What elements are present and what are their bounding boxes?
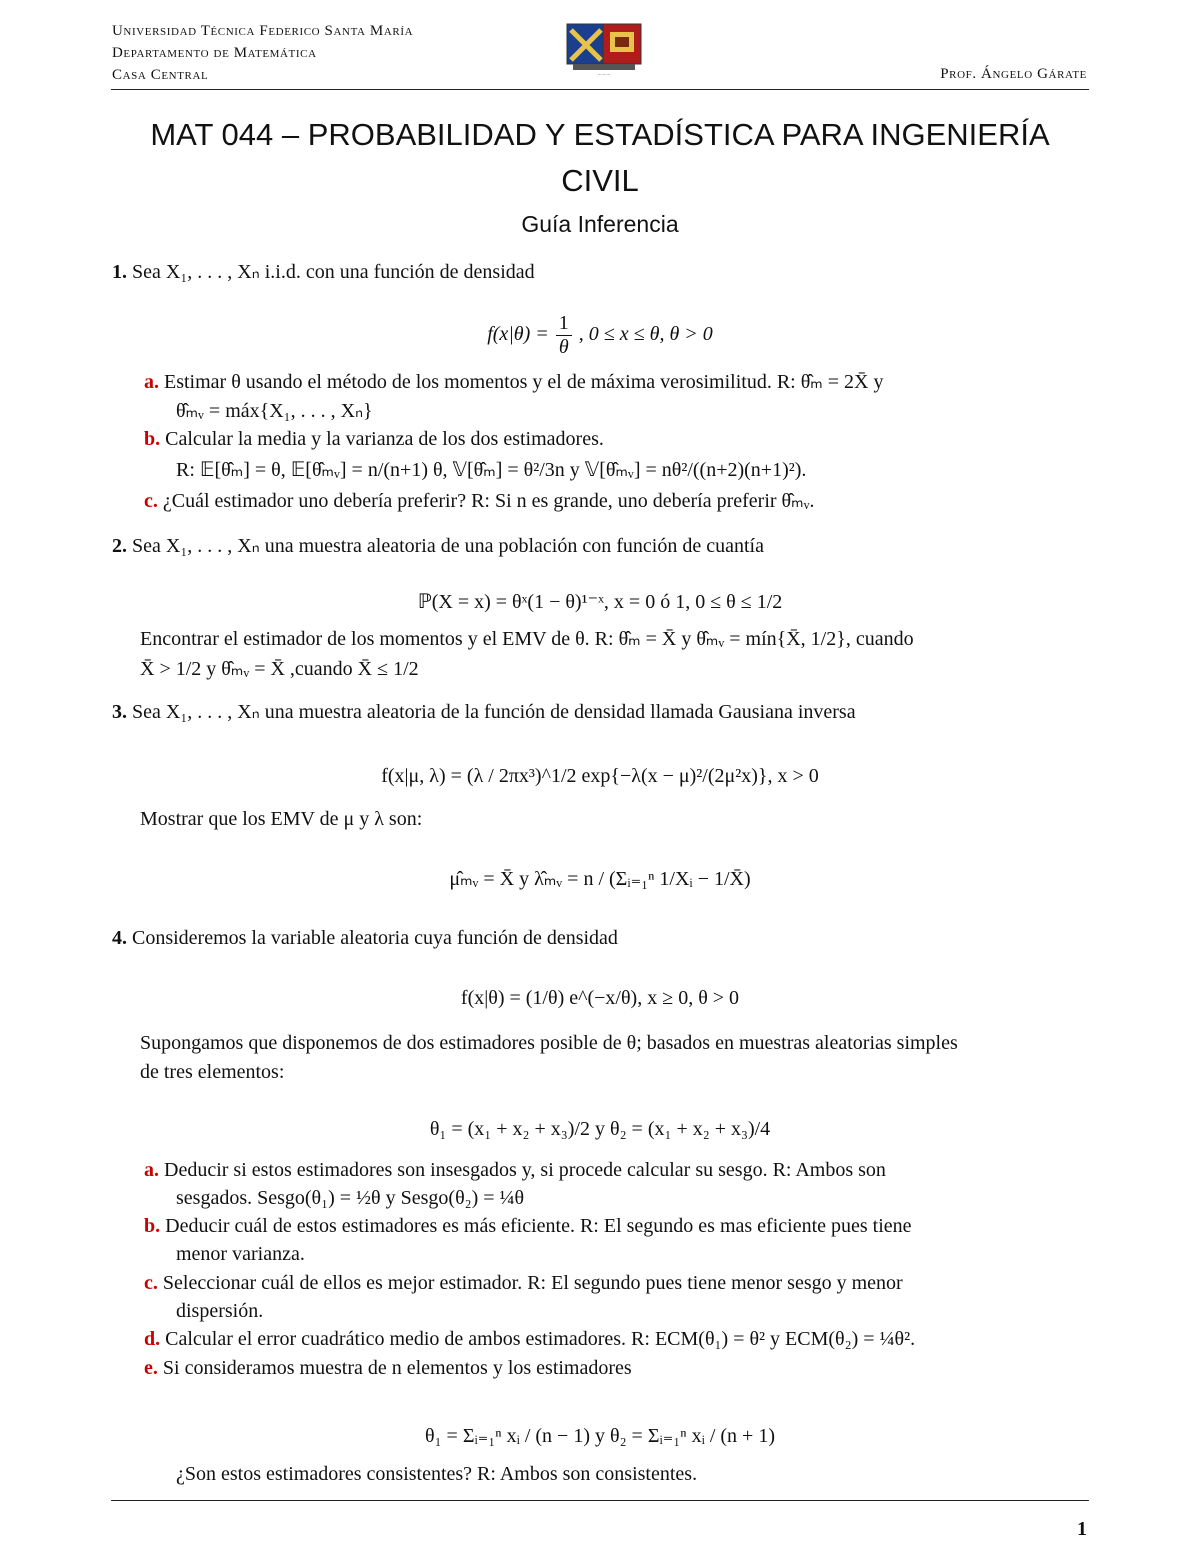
q4-formula-3: θ₁ = Σᵢ₌₁ⁿ xᵢ / (n − 1) y θ₂ = Σᵢ₌₁ⁿ xᵢ / (n + 1): [425, 1425, 775, 1447]
q1-number: 1.: [112, 261, 127, 283]
q4-text-2: de tres elementos:: [140, 1061, 285, 1083]
q4-item-e: [144, 1357, 632, 1380]
q1-item-b: [144, 428, 604, 451]
q3-intro-text: Sea X₁, . . . , Xₙ una muestra aleatoria de la función de densidad llamada Gausiana inversa: [132, 701, 856, 723]
q4-d-label: d.: [144, 1328, 161, 1350]
q1-fraction-den: θ: [556, 335, 572, 359]
q4-text-1: Supongamos que disponemos de dos estimadores posible de θ; basados en muestras aleatorias simples: [140, 1032, 958, 1054]
q4-formula: f(x|θ) = (1/θ) e^(−x/θ), x ≥ 0, θ > 0: [460, 987, 740, 1009]
q4-e-text: Si consideramos muestra de n elementos y los estimadores: [162, 1357, 632, 1379]
svg-text:··········: ··········: [597, 72, 611, 77]
campus-name: Casa Central: [112, 67, 209, 83]
q1-item-a: [144, 369, 883, 394]
title-line-1: MAT 044 – PROBABILIDAD Y ESTADÍSTICA PARA INGENIERÍA: [150, 117, 1050, 152]
q4-c-label: c.: [144, 1272, 158, 1294]
header-left: [112, 20, 413, 86]
q3-text: Mostrar que los EMV de μ y λ son:: [140, 808, 423, 830]
q4-c-text-2: dispersión.: [176, 1300, 264, 1322]
page-subtitle: Guía Inferencia: [521, 211, 679, 237]
q4-item-d: [144, 1328, 915, 1351]
q2-text-2: X̄ > 1/2 y θ̂ₘᵥ = X̄ ,cuando X̄ ≤ 1/2: [140, 658, 419, 680]
q1-a-text: Estimar θ usando el método de los momentos y el de máxima verosimilitud. R: θ̂ₘ = 2X̄ y: [164, 371, 884, 393]
q3-number: 3.: [112, 701, 127, 723]
q4-formula-2: θ₁ = (x₁ + x₂ + x₃)/2 y θ₂ = (x₁ + x₂ + x₃)/4: [429, 1118, 771, 1140]
q4-intro-text: Consideremos la variable aleatoria cuya función de densidad: [132, 927, 618, 949]
q1-intro: [112, 259, 535, 284]
department-name: Departamento de Matemática: [112, 45, 317, 61]
q4-e-label: e.: [144, 1357, 158, 1379]
title-line-2: CIVIL: [561, 163, 639, 198]
q4-intro: [112, 927, 618, 950]
professor-name: Prof. Ángelo Gárate: [940, 66, 1087, 82]
q1-formula: [111, 312, 1089, 359]
q1-fraction-num: 1: [558, 312, 569, 334]
q1-formula-fraction: [556, 312, 572, 359]
q1-b-text-2: R: 𝔼[θ̂ₘ] = θ, 𝔼[θ̂ₘᵥ] = n/(n+1) θ, 𝕍[θ̂ₘ] = θ²/3n y 𝕍[θ̂ₘᵥ] = nθ²/((n+2)(n+1)²).: [176, 459, 807, 481]
page-number: 1: [1077, 1518, 1087, 1540]
q4-a-text-2: sesgados. Sesgo(θ₁) = ½θ y Sesgo(θ₂) = ¼θ: [176, 1187, 525, 1209]
q4-number: 4.: [112, 927, 127, 949]
q2-text-1: Encontrar el estimador de los momentos y el EMV de θ. R: θ̂ₘ = X̄ y θ̂ₘᵥ = mín{X̄, 1/2}, cuando: [140, 628, 914, 650]
q4-b-label: b.: [144, 1215, 161, 1237]
q4-b-text-2: menor varianza.: [176, 1243, 305, 1265]
q3-intro: [112, 699, 856, 724]
q2-number: 2.: [112, 535, 127, 557]
q1-item-c: [144, 488, 814, 513]
q1-c-text: ¿Cuál estimador uno debería preferir? R: Si n es grande, uno debería preferir θ̂ₘᵥ.: [162, 490, 815, 512]
q1-a-label: a.: [144, 371, 159, 393]
q4-d-text: Calcular el error cuadrático medio de ambos estimadores. R: ECM(θ₁) = θ² y ECM(θ₂) = ¼θ².: [165, 1328, 916, 1350]
q4-c-text: Seleccionar cuál de ellos es mejor estimador. R: El segundo pues tiene menor sesgo y menor: [162, 1272, 903, 1294]
q4-item-a: [144, 1159, 886, 1182]
q1-intro-text: Sea X₁, . . . , Xₙ i.i.d. con una función de densidad: [132, 261, 535, 283]
header-rule: [111, 89, 1089, 90]
q1-b-text: Calcular la media y la varianza de los dos estimadores.: [165, 428, 604, 450]
q1-b-label: b.: [144, 428, 161, 450]
q2-intro-text: Sea X₁, . . . , Xₙ una muestra aleatoria de una población con función de cuantía: [132, 535, 764, 557]
q4-item-c: [144, 1272, 903, 1295]
q3-formula: f(x|μ, λ) = (λ / 2πx³)^1/2 exp{−λ(x − μ)²/(2μ²x)}, x > 0: [381, 765, 819, 787]
page-title: [111, 112, 1089, 204]
institution-name: Universidad Técnica Federico Santa María: [112, 23, 414, 39]
university-crest-logo: [563, 22, 645, 78]
q1-formula-rest: , 0 ≤ x ≤ θ, θ > 0: [578, 323, 713, 346]
q1-formula-lhs: f(x|θ) =: [487, 323, 549, 346]
q3-formula-2: μ̂ₘᵥ = X̄ y λ̂ₘᵥ = n / (Σᵢ₌₁ⁿ 1/Xᵢ − 1/X̄): [449, 868, 751, 890]
q2-intro: [112, 533, 764, 558]
q4-a-label: a.: [144, 1159, 159, 1181]
q1-c-label: c.: [144, 490, 158, 512]
q4-e-text-2: ¿Son estos estimadores consistentes? R: Ambos son consistentes.: [176, 1463, 698, 1485]
q2-formula: ℙ(X = x) = θˣ(1 − θ)¹⁻ˣ, x = 0 ó 1, 0 ≤ θ ≤ 1/2: [417, 591, 783, 613]
q1-a-text-2: θ̂ₘᵥ = máx{X₁, . . . , Xₙ}: [176, 400, 373, 422]
footer-rule: [111, 1500, 1089, 1501]
q4-b-text: Deducir cuál de estos estimadores es más eficiente. R: El segundo es mas eficiente pues tiene: [165, 1215, 912, 1237]
q4-a-text: Deducir si estos estimadores son insesgados y, si procede calcular su sesgo. R: Ambos son: [164, 1159, 886, 1181]
q4-item-b: [144, 1215, 912, 1238]
